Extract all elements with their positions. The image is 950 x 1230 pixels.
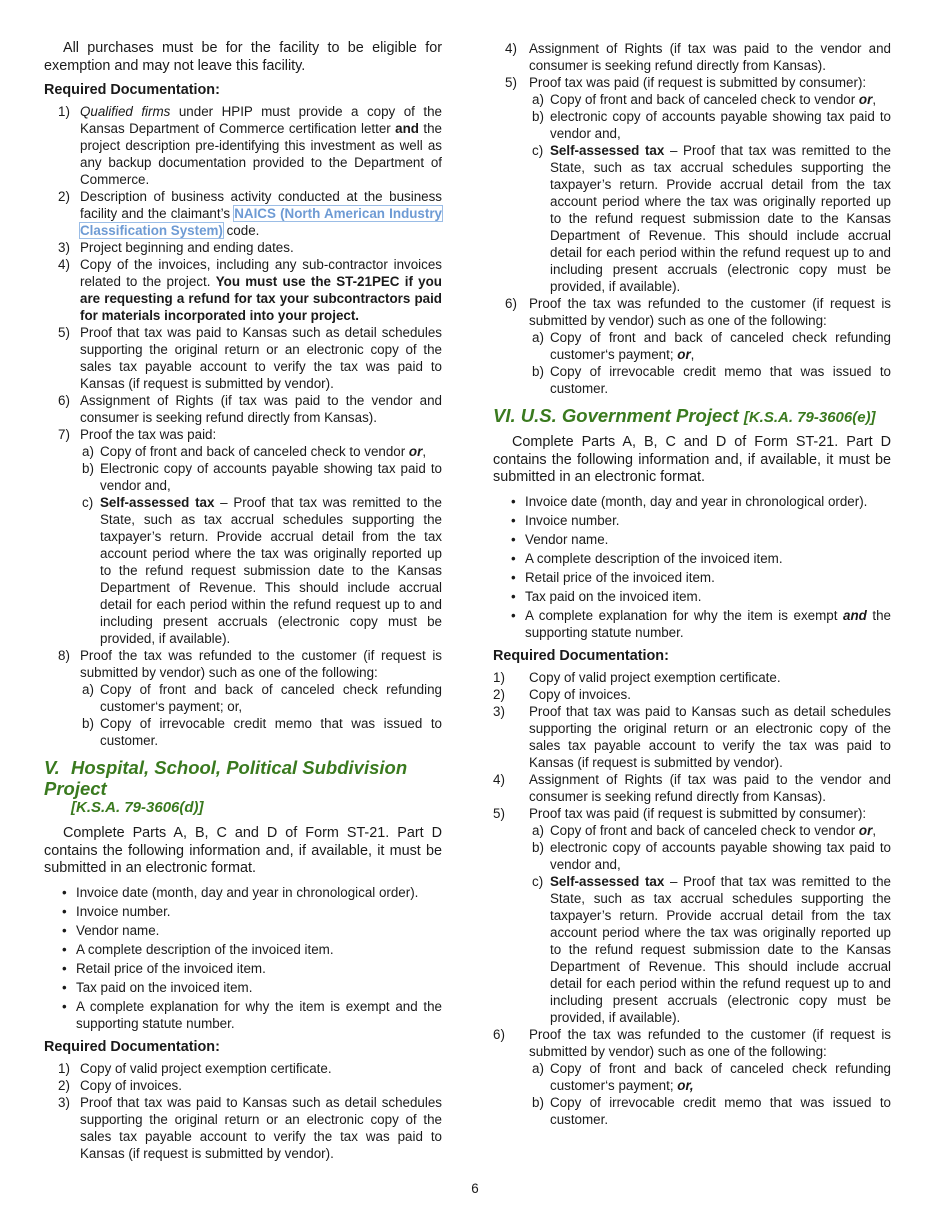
bullet-item: • Invoice date (month, day and year in chronological order).	[62, 884, 419, 900]
sub-list-item: a) Copy of front and back of canceled check refunding customer‘s payment; or,	[532, 1060, 891, 1093]
list-item: 2) Copy of invoices.	[493, 686, 631, 702]
naics-link[interactable]: NAICS (North American Industry Classification System)	[80, 206, 442, 238]
list-item: 3) Project beginning and ending dates.	[58, 240, 294, 255]
section-vi-required-heading: Required Documentation:	[493, 647, 669, 664]
sub-list-item: a) Copy of front and back of canceled check to vendor or,	[532, 822, 877, 838]
page-number: 6	[471, 1181, 479, 1196]
sub-list-item: b) electronic copy of accounts payable showing tax paid to vendor and,	[532, 109, 891, 141]
sub-list-item: a) Copy of front and back of canceled check refunding customer‘s payment; or,	[532, 330, 891, 362]
list-item: 2) Copy of invoices.	[58, 1077, 182, 1093]
list-item: 4) Assignment of Rights (if tax was paid to the vendor and consumer is seeking refund directly from Kansas).	[505, 41, 891, 73]
sub-list-item: c) Self-assessed tax – Proof that tax was remitted to the State, such as tax accrual schedules supporting the taxpayer’s return. Provide accrual detail from the tax account period where the tax was originally reported up to the refund request submission date to the Kansas Department of Revenue. This should include accrual detail for each period within the refund request up to and including present accruals (electronic copy must be provided, if available).	[532, 143, 891, 294]
list-item: 7) Proof the tax was paid:	[58, 427, 217, 442]
facility-intro: All purchases must be for the facility to be eligible for exemption and may not leave this facility.	[44, 40, 442, 74]
list-item: 1) Qualified firms under HPIP must provide a copy of the Kansas Department of Commerce certification letter and the project description pre-identifying this investment as well as any backup documentation provided to the Department of Commerce.	[58, 104, 442, 187]
bullet-item: • A complete description of the invoiced item.	[62, 941, 334, 957]
section-v-intro: Complete Parts A, B, C and D of Form ST-21. Part D contains the following information and, if available, it must be submitted in an electronic format.	[44, 825, 442, 876]
sub-list-item: b) Copy of irrevocable credit memo that was issued to customer.	[532, 364, 891, 396]
bullet-item: • Vendor name.	[62, 922, 160, 938]
bullet-item: • Retail price of the invoiced item.	[511, 569, 715, 585]
list-item: 2) Description of business activity conducted at the business facility and the claimant’s NAICS (North American Industry Classification System) code.	[58, 189, 442, 238]
bullet-item: • A complete explanation for why the item is exempt and the supporting statute number.	[511, 607, 891, 640]
bullet-item: • Retail price of the invoiced item.	[62, 960, 266, 976]
list-item: 3) Proof that tax was paid to Kansas such as detail schedules supporting the original return or an electronic copy of the sales tax payable account to verify the tax was paid to Kansas (if request is submitted by vendor).	[493, 703, 891, 770]
sub-list-item: b) Copy of irrevocable credit memo that was issued to customer.	[532, 1094, 891, 1127]
list-item: 3) Proof that tax was paid to Kansas such as detail schedules supporting the original return or an electronic copy of the sales tax payable account to verify the tax was paid to Kansas (if request is submitted by vendor).	[58, 1094, 442, 1161]
list-item: 6) Proof the tax was refunded to the customer (if request is submitted by vendor) such as one of the following:	[505, 296, 891, 328]
list-item: 5) Proof tax was paid (if request is submitted by consumer):	[493, 805, 867, 821]
list-item: 8) Proof the tax was refunded to the customer (if request is submitted by vendor) such as one of the following:	[58, 648, 442, 680]
left-column	[44, 40, 442, 1162]
sub-list-item: b) Copy of irrevocable credit memo that was issued to customer.	[82, 716, 442, 748]
sub-list-item: b) electronic copy of accounts payable showing tax paid to vendor and,	[532, 839, 891, 872]
section-vi-bullets	[493, 493, 891, 605]
bullet-item: • A complete explanation for why the item is exempt and the supporting statute number.	[62, 998, 442, 1031]
bullet-item: • A complete description of the invoiced item.	[511, 550, 783, 566]
sub-list-item: a) Copy of front and back of canceled check to vendor or,	[82, 444, 427, 459]
sub-list-item: c) Self-assessed tax – Proof that tax was remitted to the State, such as tax accrual schedules supporting the taxpayer’s return. Provide accrual detail from the tax account period where the tax was originally reported up to the refund request submission date to the Kansas Department of Revenue. This should include accrual detail for each period within the refund request up to and including present accruals (electronic copy must be provided, if available).	[82, 495, 442, 646]
sub-list-item: b) Electronic copy of accounts payable showing tax paid to vendor and,	[82, 461, 442, 493]
bullet-item: • Invoice number.	[62, 903, 171, 919]
section-v-title: V. Hospital, School, Political Subdivision Project	[44, 757, 408, 799]
section-v-citation: [K.S.A. 79-3606(d)]	[71, 799, 204, 816]
section-v-bullets	[44, 884, 442, 1032]
list-item: 5) Proof that tax was paid to Kansas such as detail schedules supporting the original return or an electronic copy of the sales tax payable account to verify the tax was paid to Kansas (if request is submitted by vendor).	[58, 325, 442, 391]
list-item: 6) Proof the tax was refunded to the customer (if request is submitted by vendor) such as one of the following:	[493, 1026, 891, 1059]
sub-list-item: c) Self-assessed tax – Proof that tax was remitted to the State, such as tax accrual schedules supporting the taxpayer’s return. Provide accrual detail from the tax account period where the tax was originally reported up to the refund request submission date to the Kansas Department of Revenue. This should include accrual detail for each period within the refund request up to and including present accruals (electronic copy must be provided, if available).	[532, 873, 891, 1025]
section-v-required-heading: Required Documentation:	[44, 1038, 220, 1055]
required-documentation-heading: Required Documentation:	[44, 82, 220, 98]
bullet-item: • Invoice date (month, day and year in chronological order).	[511, 493, 868, 509]
section-vi-title: VI. U.S. Government Project [K.S.A. 79-3606(e)]	[493, 405, 876, 426]
list-item: 5) Proof tax was paid (if request is submitted by consumer):	[505, 75, 867, 90]
sub-list-item: a) Copy of front and back of canceled check refunding customer‘s payment; or,	[82, 682, 442, 714]
list-item: 1) Copy of valid project exemption certificate.	[58, 1060, 332, 1076]
list-item: 6) Assignment of Rights (if tax was paid to the vendor and consumer is seeking refund directly from Kansas).	[58, 393, 442, 425]
sub-list-item: a) Copy of front and back of canceled check to vendor or,	[532, 92, 877, 107]
list-item: 1) Copy of valid project exemption certificate.	[493, 669, 781, 685]
list-item: 4) Copy of the invoices, including any sub-contractor invoices related to the project. You must use the ST-21PEC if you are requesting a refund for tax your subcontractors paid for materials incorporated into your project.	[58, 257, 442, 323]
bullet-item: • Vendor name.	[511, 531, 609, 547]
list-item: 4) Assignment of Rights (if tax was paid to the vendor and consumer is seeking refund directly from Kansas).	[493, 771, 891, 804]
bullet-item: • Tax paid on the invoiced item.	[511, 588, 702, 604]
right-column	[493, 40, 891, 1128]
section-vi-intro: Complete Parts A, B, C and D of Form ST-21. Part D contains the following information and, if available, it must be submitted in an electronic format.	[493, 434, 891, 485]
bullet-item: • Invoice number.	[511, 512, 620, 528]
bullet-item: • Tax paid on the invoiced item.	[62, 979, 253, 995]
